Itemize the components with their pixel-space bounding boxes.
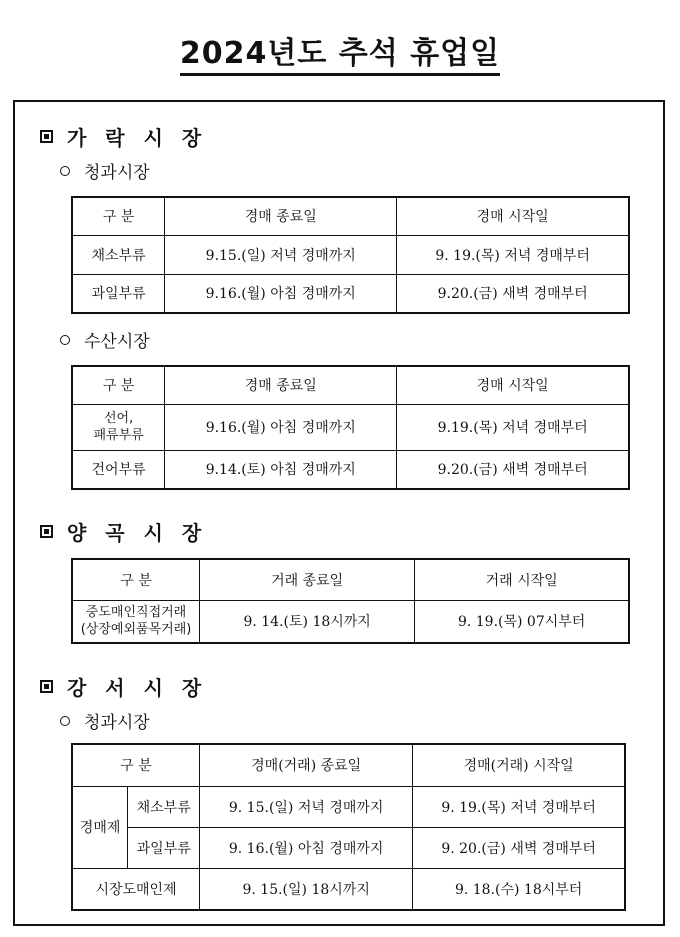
circle-bullet-icon (60, 335, 70, 345)
end-date-cell: 9. 14.(토) 18시까지 (200, 600, 415, 643)
table-row (72, 786, 625, 827)
square-bullet-icon (40, 680, 53, 693)
start-date-cell: 9.19.(목) 저녁 경매부터 (397, 404, 629, 450)
subheading-gangseo-produce: 청과시장 (60, 708, 150, 733)
grain-table (71, 558, 630, 644)
header-cell: 구 분 (72, 197, 165, 235)
end-date-cell: 9. 16.(월) 아침 경매까지 (200, 827, 413, 868)
table-row (72, 827, 625, 868)
row-label: 과일부류 (72, 274, 165, 313)
row-label-line: 중도매인직접거래 (85, 605, 187, 621)
row-label (72, 404, 165, 450)
garak-seafood-table (71, 365, 630, 490)
row-label-line: 선어, (103, 411, 134, 426)
start-date-cell: 9. 19.(목) 저녁 경매부터 (397, 235, 629, 274)
table-row (72, 600, 629, 643)
subheading-garak-produce: 청과시장 (60, 158, 150, 183)
square-bullet-icon (40, 525, 53, 538)
row-label: 과일부류 (128, 827, 200, 868)
circle-bullet-icon (60, 166, 70, 176)
header-cell: 경매 시작일 (397, 197, 629, 235)
row-label (72, 600, 200, 643)
garak-produce-table (71, 196, 630, 314)
header-cell: 경매 종료일 (165, 197, 397, 235)
table-row (72, 235, 629, 274)
row-label-line: 패류부류 (93, 428, 144, 443)
row-label: 시장도매인제 (72, 868, 200, 910)
header-cell: 경매(거래) 종료일 (200, 744, 413, 786)
start-date-cell: 9. 19.(목) 저녁 경매부터 (413, 786, 625, 827)
group-label: 경매제 (72, 786, 128, 868)
row-label: 채소부류 (72, 235, 165, 274)
end-date-cell: 9.15.(일) 저녁 경매까지 (165, 235, 397, 274)
start-date-cell: 9. 20.(금) 새벽 경매부터 (413, 827, 625, 868)
start-date-cell: 9. 19.(목) 07시부터 (415, 600, 629, 643)
header-cell: 구 분 (72, 744, 200, 786)
section-heading-gangseo: 강 서 시 장 (40, 672, 207, 701)
header-cell: 거래 종료일 (200, 559, 415, 600)
start-date-cell: 9.20.(금) 새벽 경매부터 (397, 450, 629, 489)
table-row (72, 404, 629, 450)
table-row (72, 868, 625, 910)
square-bullet-icon (40, 130, 53, 143)
end-date-cell: 9. 15.(일) 18시까지 (200, 868, 413, 910)
section-heading-grain: 양 곡 시 장 (40, 517, 207, 546)
row-label: 채소부류 (128, 786, 200, 827)
start-date-cell: 9.20.(금) 새벽 경매부터 (397, 274, 629, 313)
header-cell: 경매(거래) 시작일 (413, 744, 625, 786)
table-header-row (72, 197, 629, 235)
row-label-line: (상장예외품목거래) (80, 622, 192, 638)
header-cell: 경매 시작일 (397, 366, 629, 404)
end-date-cell: 9. 15.(일) 저녁 경매까지 (200, 786, 413, 827)
section-heading-garak: 가 락 시 장 (40, 122, 207, 151)
row-label: 건어부류 (72, 450, 165, 489)
table-row (72, 274, 629, 313)
start-date-cell: 9. 18.(수) 18시부터 (413, 868, 625, 910)
page-title: 2024년도 추석 휴업일 (0, 28, 680, 72)
end-date-cell: 9.16.(월) 아침 경매까지 (165, 274, 397, 313)
table-header-row (72, 744, 625, 786)
end-date-cell: 9.14.(토) 아침 경매까지 (165, 450, 397, 489)
end-date-cell: 9.16.(월) 아침 경매까지 (165, 404, 397, 450)
gangseo-produce-table (71, 743, 626, 911)
header-cell: 경매 종료일 (165, 366, 397, 404)
table-row (72, 450, 629, 489)
subheading-garak-seafood: 수산시장 (60, 327, 150, 352)
header-cell: 거래 시작일 (415, 559, 629, 600)
table-header-row (72, 366, 629, 404)
header-cell: 구 분 (72, 559, 200, 600)
header-cell: 구 분 (72, 366, 165, 404)
circle-bullet-icon (60, 716, 70, 726)
table-header-row (72, 559, 629, 600)
